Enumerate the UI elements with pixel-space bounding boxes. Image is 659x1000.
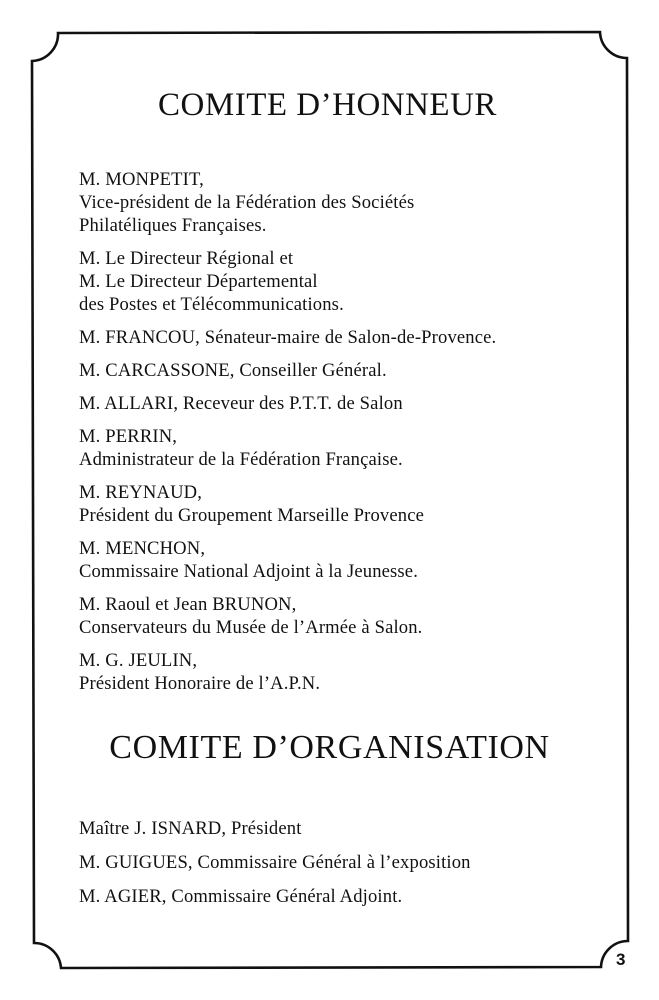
member-entry — [79, 537, 496, 583]
member-entry — [79, 392, 496, 415]
member-role-line: M. Le Directeur Départemental — [79, 271, 318, 292]
member-entry — [79, 817, 471, 840]
member-entry — [79, 168, 496, 237]
member-name-line: M. CARCASSONE, Conseiller Général. — [79, 360, 387, 381]
member-role-line: Commissaire National Adjoint à la Jeunesse. — [79, 561, 419, 582]
section-title-comite-organisation: COMITE D’ORGANISATION — [109, 729, 550, 766]
member-role-line: Administrateur de la Fédération Française. — [79, 449, 403, 470]
member-name-line: M. Le Directeur Régional et — [79, 248, 294, 269]
member-entry — [79, 425, 496, 471]
member-role-line: Vice-président de la Fédération des Sociétés — [79, 192, 415, 213]
member-name-line: M. GUIGUES, Commissaire Général à l’exposition — [79, 852, 471, 873]
member-name-line: M. FRANCOU, Sénateur-maire de Salon-de-Provence. — [79, 327, 497, 348]
member-entry — [79, 593, 496, 639]
member-name-line: M. G. JEULIN, — [79, 650, 198, 671]
page-number: 3 — [616, 950, 626, 969]
member-role-line: Président Honoraire de l’A.P.N. — [79, 673, 321, 694]
member-name-line: M. MENCHON, — [79, 538, 206, 559]
member-name-line: M. AGIER, Commissaire Général Adjoint. — [79, 886, 403, 907]
member-entry — [79, 481, 496, 527]
member-name-line: M. MONPETIT, — [79, 169, 204, 190]
organisation-member-list — [79, 817, 471, 919]
member-entry — [79, 649, 496, 695]
member-name-line: M. Raoul et Jean BRUNON, — [79, 594, 297, 615]
member-name-line: M. REYNAUD, — [79, 482, 203, 503]
honneur-member-list — [79, 168, 496, 705]
member-entry — [79, 359, 496, 382]
member-name-line: M. ALLARI, Receveur des P.T.T. de Salon — [79, 393, 403, 414]
member-entry — [79, 851, 471, 874]
section-title-comite-honneur: COMITE D’HONNEUR — [158, 87, 497, 123]
member-entry — [79, 885, 471, 908]
member-role-line: Philatéliques Françaises. — [79, 215, 267, 236]
member-name-line: M. PERRIN, — [79, 426, 178, 447]
member-role-line: Conservateurs du Musée de l’Armée à Salon. — [79, 617, 423, 638]
member-entry — [79, 326, 496, 349]
member-role-line: Président du Groupement Marseille Provence — [79, 505, 425, 526]
member-role-line: des Postes et Télécommunications. — [79, 294, 344, 315]
member-entry — [79, 247, 496, 316]
member-name-line: Maître J. ISNARD, Président — [79, 818, 302, 839]
